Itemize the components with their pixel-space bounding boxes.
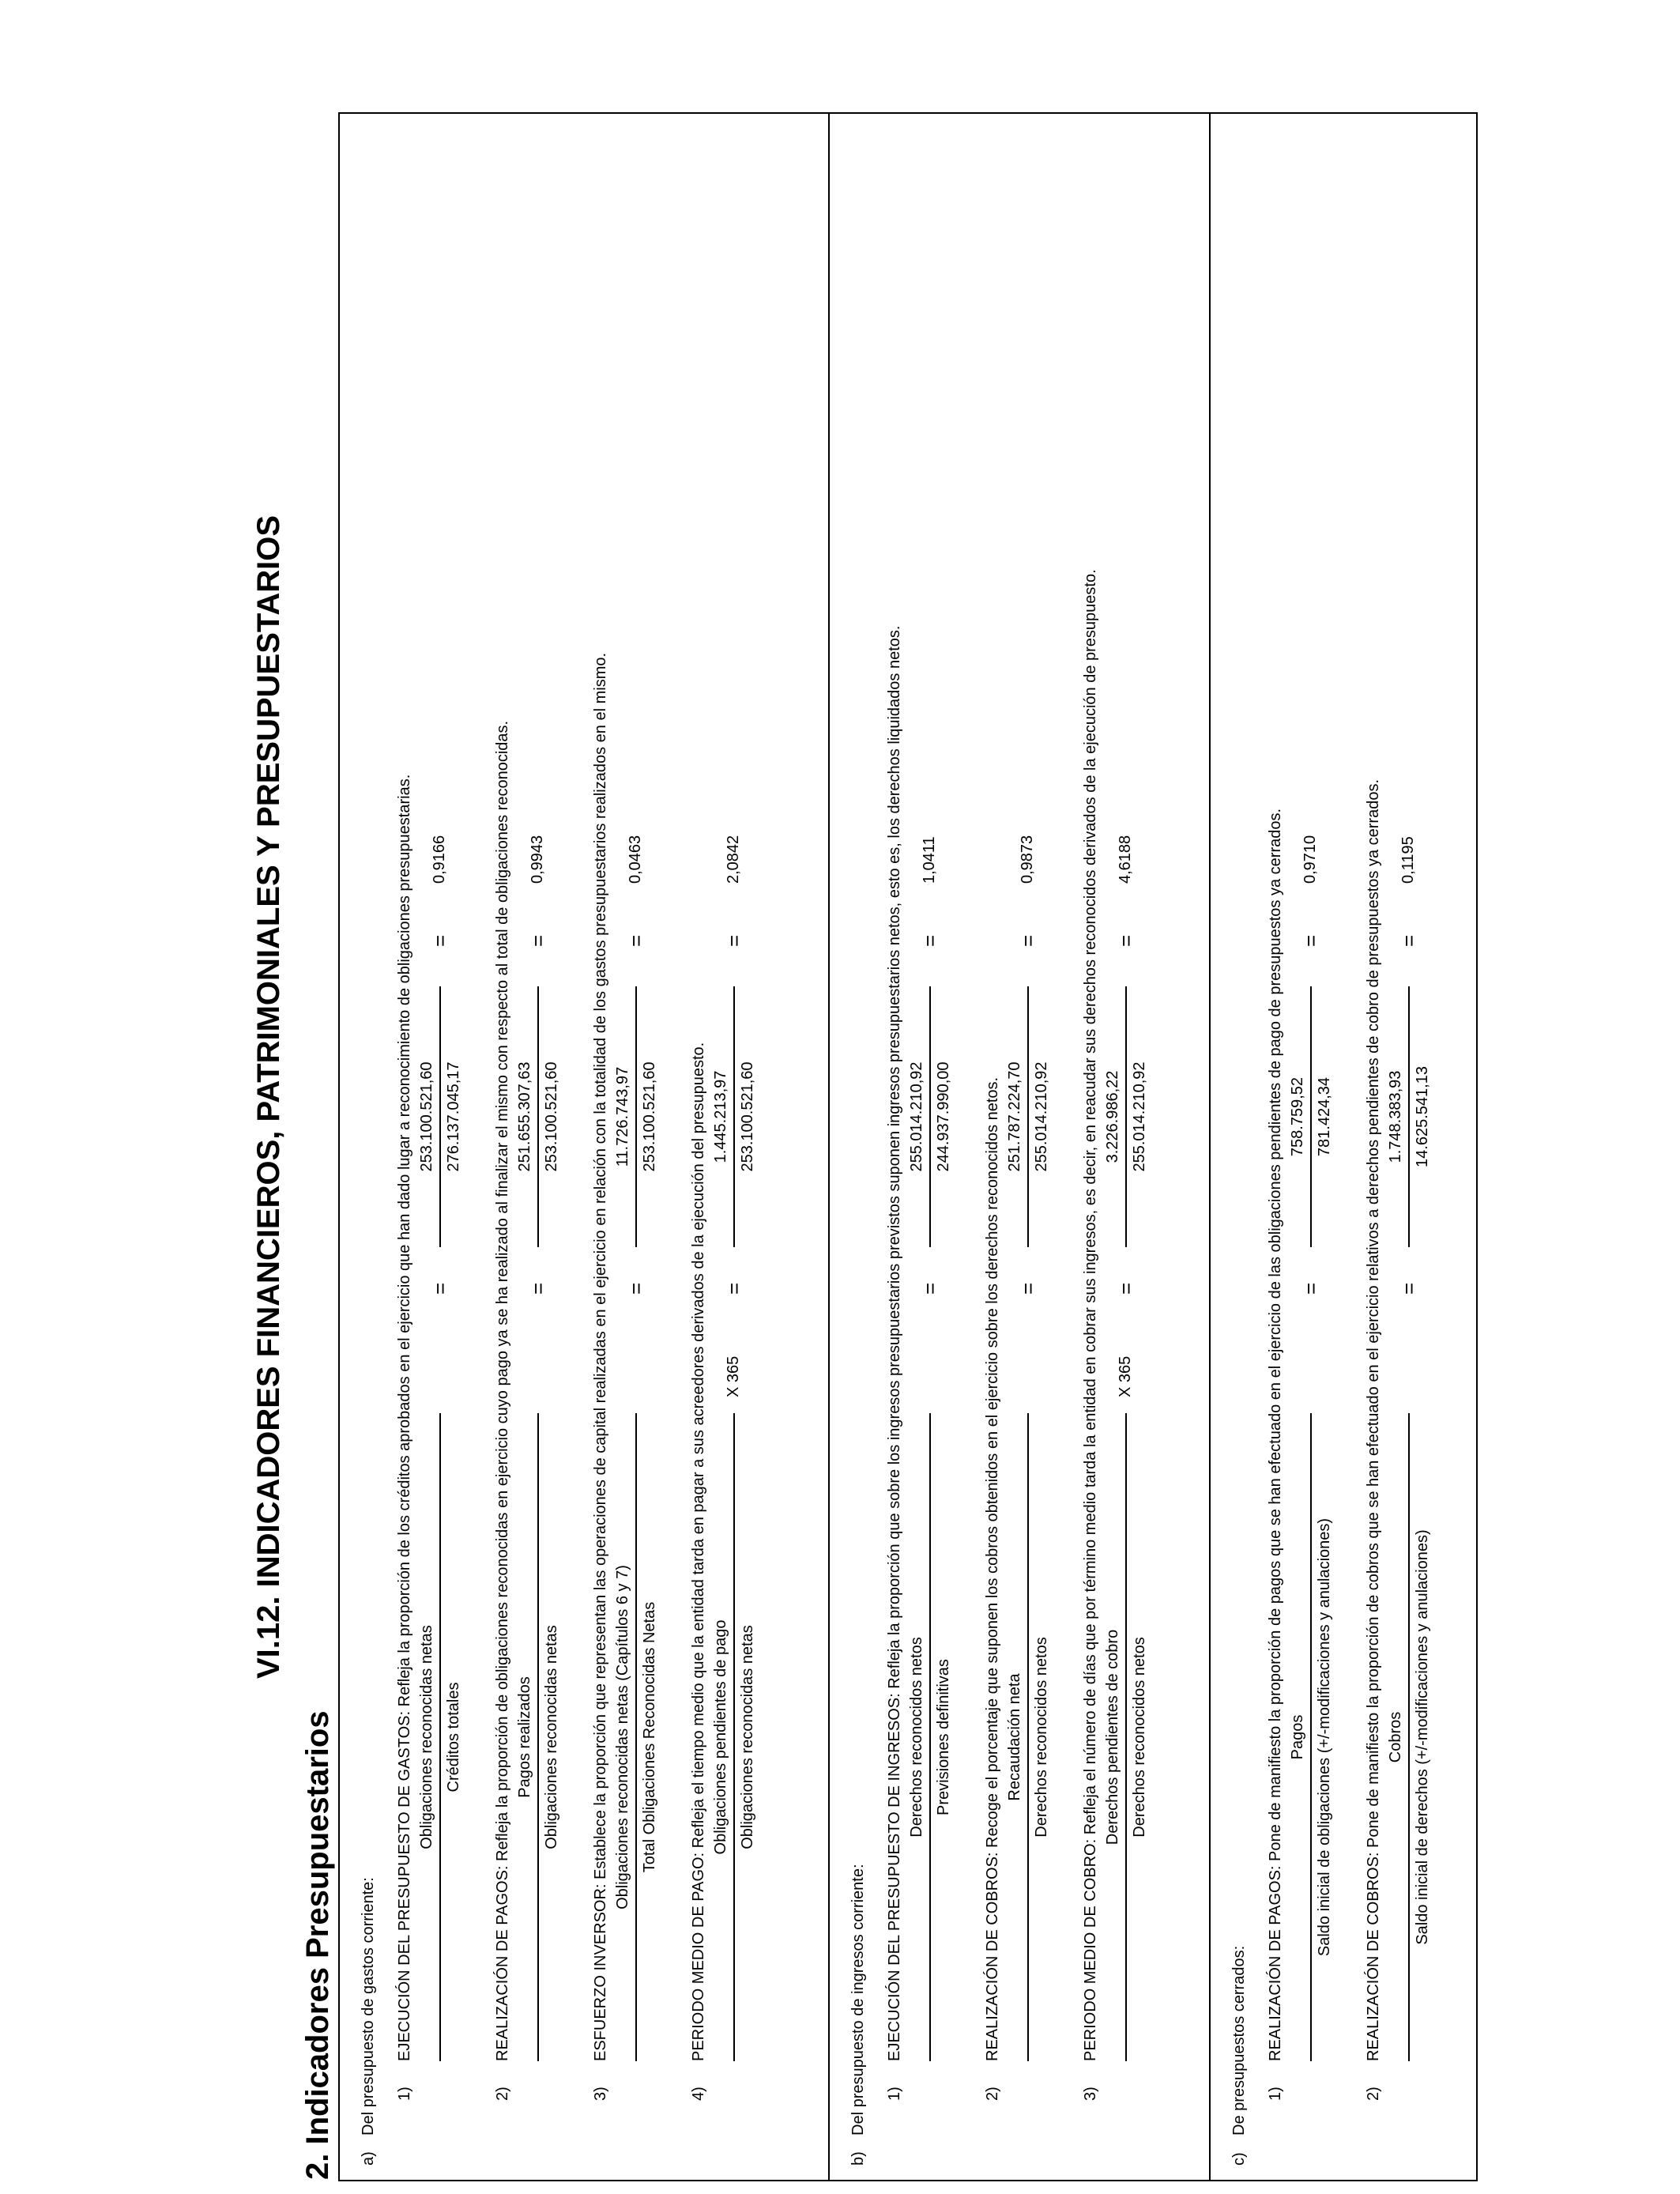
formula-denominator: Derechos reconocidos netos — [1131, 1637, 1148, 1838]
equals-sign: = — [918, 934, 942, 947]
item-description: PERIODO MEDIO DE PAGO: Refleja el tiempo medio que la entidad tarda en pagar a sus acreedores derivados de la ejecución del presupuesto. — [690, 1042, 707, 2061]
item-description: EJECUCIÓN DEL PRESUPUESTO DE INGRESOS: Refleja la proporción que sobre los ingresos presupuestarios previstos suponen ingresos presupuestarios netos, esto es, los derechos liquidados netos. — [886, 625, 903, 2061]
equals-sign: = — [526, 1282, 550, 1295]
formula-bar — [1408, 1413, 1410, 2061]
item-number: 3) — [592, 2087, 609, 2101]
item-description: REALIZACIÓN DE PAGOS: Pone de manifiesto la proporción de pagos que se han efectuado en el ejercicio de las obligaciones pendientes de pago de presupuestos ya cerrados. — [1267, 808, 1284, 2061]
result-value: 0,9943 — [529, 835, 546, 884]
formula-numerator: Cobros — [1387, 1711, 1404, 1763]
item-number: 1) — [886, 2087, 903, 2101]
result-value: 4,6188 — [1117, 835, 1134, 884]
formula-bar — [1310, 1413, 1312, 2061]
item-description: REALIZACIÓN DE COBROS: Pone de manifiesto la proporción de cobros que se han efectuado en el ejercicio relativos a derechos pendientes de cobro de presupuestos ya cerrados. — [1365, 778, 1382, 2061]
value-bar — [635, 986, 637, 1247]
value-bar — [537, 986, 539, 1247]
value-bar — [1027, 986, 1029, 1247]
item-number: 1) — [396, 2087, 413, 2101]
block-presupuestos-cerrados — [1209, 112, 1478, 2181]
value-denominator: 255.014.210,92 — [1033, 1061, 1050, 1172]
item-description: PERIODO MEDIO DE COBRO: Refleja el número de días que por término medio tarda la entidad en cobrar sus ingresos, es decir, en reacudar sus derechos reconocidos derivados de la ejecución de presupuesto. — [1082, 569, 1099, 2061]
formula-bar — [1125, 1413, 1127, 2061]
value-numerator: 251.787.224,70 — [1006, 1061, 1023, 1172]
equals-sign: = — [1299, 934, 1323, 947]
value-numerator: 11.726.743,97 — [614, 1066, 631, 1167]
value-numerator: 3.226.986,22 — [1104, 1070, 1121, 1163]
value-numerator: 255.014.210,92 — [908, 1061, 925, 1172]
formula-denominator: Créditos totales — [445, 1682, 462, 1793]
result-value: 0,9873 — [1019, 835, 1036, 884]
formula-bar — [929, 1413, 931, 2061]
equals-sign: = — [918, 1282, 942, 1295]
formula-denominator: Obligaciones reconocidas netas — [739, 1625, 756, 1849]
formula-bar — [635, 1413, 637, 2061]
equals-sign: = — [722, 934, 746, 947]
formula-numerator: Derechos pendientes de cobro — [1104, 1629, 1121, 1845]
block-heading: Del presupuesto de ingresos corriente: — [849, 1864, 867, 2136]
formula-denominator: Total Obligaciones Reconocidas Netas — [641, 1601, 658, 1873]
formula-numerator: Pagos — [1289, 1714, 1306, 1760]
item-description: REALIZACIÓN DE PAGOS: Refleja la proporción de obligaciones reconocidas en ejercicio cuyo pago ya se ha realizado al finalizar el mismo con respecto al total de obligaciones reconocidas. — [494, 720, 511, 2061]
formula-multiplier: X 365 — [725, 1355, 742, 1397]
equals-sign: = — [722, 1282, 746, 1295]
formula-bar — [537, 1413, 539, 2061]
value-numerator: 1.445.213,97 — [712, 1070, 729, 1163]
item-number: 2) — [494, 2087, 511, 2101]
block-gastos-corriente — [338, 112, 830, 2181]
formula-numerator: Obligaciones pendientes de pago — [712, 1619, 729, 1855]
formula-denominator: Saldo inicial de derechos (+/-modificaciones y anulaciones) — [1414, 1529, 1431, 1945]
formula-numerator: Recaudación neta — [1006, 1673, 1023, 1801]
equals-sign: = — [526, 934, 550, 947]
block-heading: De presupuestos cerrados: — [1230, 1945, 1248, 2136]
value-bar — [929, 986, 931, 1247]
equals-sign: = — [624, 1282, 648, 1295]
item-number: 3) — [1082, 2087, 1099, 2101]
result-value: 2,0842 — [725, 835, 742, 884]
formula-numerator: Obligaciones reconocidas netas — [418, 1625, 435, 1849]
item-description: EJECUCIÓN DEL PRESUPUESTO DE GASTOS: Refleja la proporción de los créditos aprobados en el ejercicio que han dado lugar a reconocimiento de obligaciones presupuestarias. — [396, 774, 413, 2061]
value-bar — [439, 986, 441, 1247]
value-denominator: 253.100.521,60 — [641, 1061, 658, 1172]
formula-bar — [1027, 1413, 1029, 2061]
equals-sign: = — [1114, 1282, 1138, 1295]
formula-bar — [439, 1413, 441, 2061]
value-denominator: 244.937.990,00 — [935, 1061, 952, 1172]
formula-denominator: Saldo inicial de obligaciones (+/-modificaciones y anulaciones) — [1316, 1517, 1333, 1957]
result-value: 0,9710 — [1301, 835, 1319, 884]
item-description: ESFUERZO INVERSOR: Establece la proporción que representan las operaciones de capital realizadas en el ejercicio en relación con la totalidad de los gastos presupuestarios realizados en el mismo. — [592, 652, 609, 2061]
result-value: 0,9166 — [431, 835, 448, 884]
value-bar — [733, 986, 735, 1247]
equals-sign: = — [1016, 1282, 1040, 1295]
value-denominator: 255.014.210,92 — [1131, 1061, 1148, 1172]
value-denominator: 14.625.541,13 — [1414, 1066, 1431, 1167]
item-number: 4) — [690, 2087, 707, 2101]
value-bar — [1310, 986, 1312, 1247]
item-description: REALIZACIÓN DE COBROS: Recoge el porcentaje que suponen los cobros obtenidos en el ejercicio sobre los derechos reconocidos netos. — [984, 1076, 1001, 2061]
formula-numerator: Obligaciones reconocidas netas (Capítulos 6 y 7) — [614, 1565, 631, 1909]
value-bar — [1125, 986, 1127, 1247]
page-title: VI.12. INDICADORES FINANCIEROS, PATRIMONIALES Y PRESUPUESTARIOS — [251, 515, 286, 1679]
value-bar — [1408, 986, 1410, 1247]
result-value: 0,1195 — [1399, 836, 1417, 884]
value-numerator: 758.759,52 — [1289, 1076, 1306, 1157]
result-value: 0,0463 — [627, 835, 644, 884]
equals-sign: = — [1299, 1282, 1323, 1295]
value-denominator: 781.424,34 — [1316, 1076, 1333, 1157]
value-numerator: 1.748.383,93 — [1387, 1070, 1404, 1163]
block-letter: b) — [849, 2151, 867, 2166]
value-numerator: 251.655.307,63 — [516, 1061, 533, 1172]
formula-multiplier: X 365 — [1117, 1355, 1134, 1397]
formula-denominator: Previsiones definitivas — [935, 1659, 952, 1815]
block-letter: c) — [1230, 2152, 1248, 2166]
value-denominator: 276.137.045,17 — [445, 1061, 462, 1172]
value-numerator: 253.100.521,60 — [418, 1061, 435, 1172]
item-number: 2) — [984, 2087, 1001, 2101]
formula-bar — [733, 1413, 735, 2061]
block-ingresos-corriente — [828, 112, 1211, 2181]
value-denominator: 253.100.521,60 — [739, 1061, 756, 1172]
block-letter: a) — [360, 2151, 377, 2166]
equals-sign: = — [428, 1282, 452, 1295]
equals-sign: = — [1397, 1282, 1421, 1295]
value-denominator: 253.100.521,60 — [543, 1061, 560, 1172]
equals-sign: = — [1397, 934, 1421, 947]
equals-sign: = — [624, 934, 648, 947]
formula-numerator: Pagos realizados — [516, 1676, 533, 1798]
formula-denominator: Derechos reconocidos netos — [1033, 1637, 1050, 1838]
equals-sign: = — [1114, 934, 1138, 947]
formula-denominator: Obligaciones reconocidas netas — [543, 1625, 560, 1849]
result-value: 1,0411 — [921, 836, 938, 884]
item-number: 1) — [1267, 2087, 1284, 2101]
section-title: 2. Indicadores Presupuestarios — [300, 1710, 335, 2180]
equals-sign: = — [1016, 934, 1040, 947]
formula-numerator: Derechos reconocidos netos — [908, 1637, 925, 1838]
block-heading: Del presupuesto de gastos corriente: — [360, 1877, 377, 2136]
item-number: 2) — [1365, 2087, 1382, 2101]
equals-sign: = — [428, 934, 452, 947]
